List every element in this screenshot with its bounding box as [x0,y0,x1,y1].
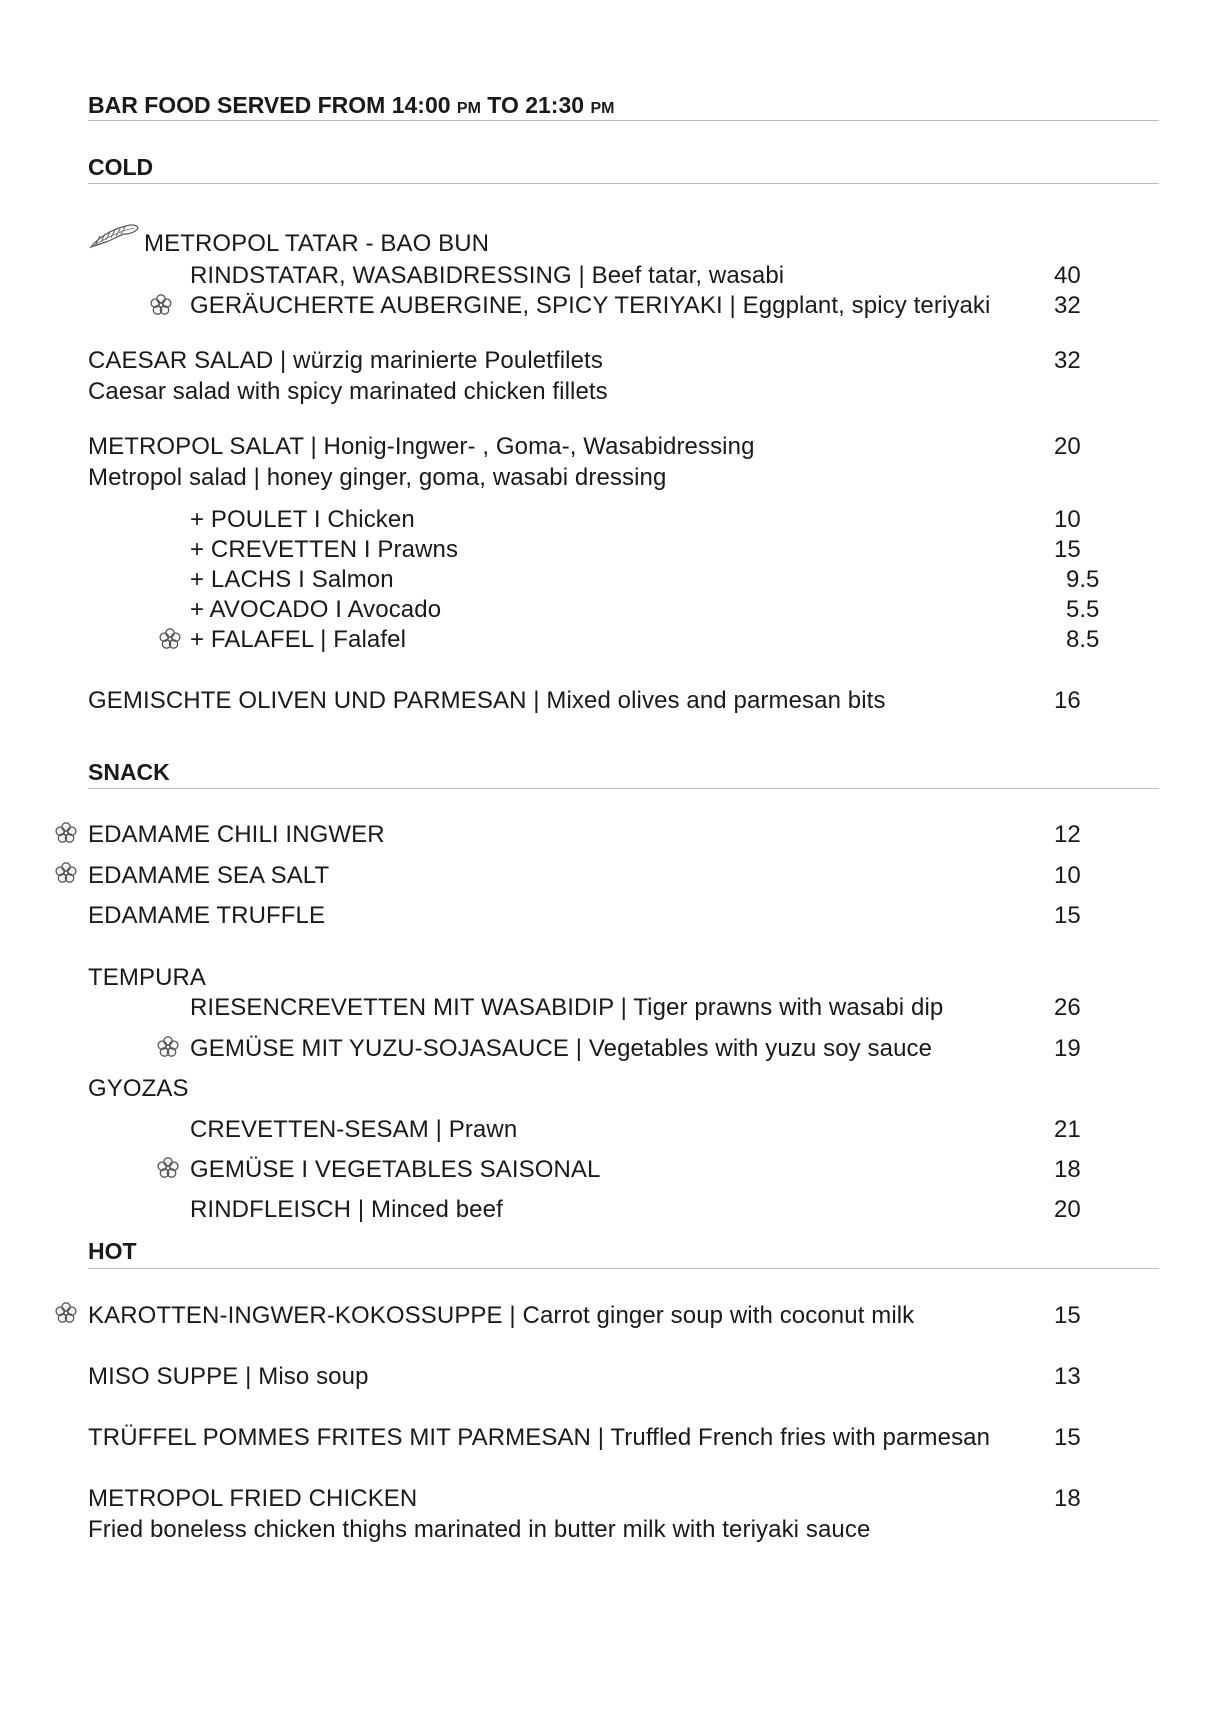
caesar-line-2: Caesar salad with spicy marinated chicken fillets [88,378,608,405]
hot-item-text: TRÜFFEL POMMES FRITES MIT PARMESAN | Truffled French fries with parmesan [88,1424,991,1451]
salat-line-2: Metropol salad | honey ginger, goma, wasabi dressing [88,464,667,491]
gyozas-title: GYOZAS [88,1075,189,1102]
flower-icon [156,1035,180,1059]
tatar-option-text: GERÄUCHERTE AUBERGINE, SPICY TERIYAKI | Eggplant, spicy teriyaki [190,292,991,319]
gyozas-item-price: 18 [1054,1156,1081,1183]
divider [88,1268,1159,1269]
leaf-sketch-icon [88,218,140,250]
edamame-price: 10 [1054,862,1081,889]
gyozas-item-price: 21 [1054,1116,1081,1143]
section-title-snack: SNACK [88,759,170,785]
divider [88,788,1159,789]
addon-text: + POULET I Chicken [190,506,415,533]
edamame-text: EDAMAME CHILI INGWER [88,821,385,848]
tatar-option-price: 32 [1054,292,1081,319]
service-hours-text-1: BAR FOOD SERVED FROM 14:00 [88,92,457,118]
addon-text: + LACHS I Salmon [190,566,394,593]
chicken-price: 18 [1054,1485,1081,1512]
gyozas-item-text: GEMÜSE I VEGETABLES SAISONAL [190,1156,601,1183]
hot-item-text: MISO SUPPE | Miso soup [88,1363,369,1390]
flower-icon [158,627,182,651]
tempura-item-text: GEMÜSE MIT YUZU-SOJASAUCE | Vegetables with yuzu soy sauce [190,1035,933,1062]
flower-icon [54,861,78,885]
gyozas-item-text: RINDFLEISCH | Minced beef [190,1196,503,1223]
caesar-price: 32 [1054,347,1081,374]
pm-label: PM [590,100,615,117]
tatar-option-text: RINDSTATAR, WASABIDRESSING | Beef tatar, wasabi [190,262,785,289]
chicken-line-1: METROPOL FRIED CHICKEN [88,1485,418,1512]
hot-item-text: KAROTTEN-INGWER-KOKOSSUPPE | Carrot ginger soup with coconut milk [88,1302,915,1329]
caesar-line-1: CAESAR SALAD | würzig marinierte Pouletfilets [88,347,603,374]
addon-price: 15 [1054,536,1081,563]
service-hours-text-2: TO 21:30 [480,92,591,118]
salat-line-1: METROPOL SALAT | Honig-Ingwer- , Goma-, Wasabidressing [88,433,755,460]
flower-icon [149,293,173,317]
edamame-price: 12 [1054,821,1081,848]
salat-price: 20 [1054,433,1081,460]
edamame-text: EDAMAME TRUFFLE [88,902,326,929]
divider [88,120,1159,121]
section-title-cold: COLD [88,154,154,180]
addon-text: + AVOCADO I Avocado [190,596,442,623]
pm-label: PM [456,100,481,117]
service-hours-heading [88,92,614,119]
edamame-text: EDAMAME SEA SALT [88,862,330,889]
oliven-text: GEMISCHTE OLIVEN UND PARMESAN | Mixed olives and parmesan bits [88,687,886,714]
gyozas-item-text: CREVETTEN-SESAM | Prawn [190,1116,518,1143]
flower-icon [156,1156,180,1180]
chicken-line-2: Fried boneless chicken thighs marinated in butter milk with teriyaki sauce [88,1516,871,1543]
tatar-name: METROPOL TATAR - BAO BUN [144,230,490,257]
flower-icon [54,821,78,845]
gyozas-item-price: 20 [1054,1196,1081,1223]
flower-icon [54,1301,78,1325]
addon-price: 5.5 [1066,596,1100,623]
tempura-title: TEMPURA [88,964,207,991]
addon-text: + FALAFEL | Falafel [190,626,407,653]
addon-text: + CREVETTEN I Prawns [190,536,459,563]
hot-item-price: 15 [1054,1424,1081,1451]
edamame-price: 15 [1054,902,1081,929]
tatar-option-price: 40 [1054,262,1081,289]
hot-item-price: 15 [1054,1302,1081,1329]
addon-price: 8.5 [1066,626,1100,653]
tempura-item-price: 19 [1054,1035,1081,1062]
tempura-item-text: RIESENCREVETTEN MIT WASABIDIP | Tiger prawns with wasabi dip [190,994,944,1021]
addon-price: 10 [1054,506,1081,533]
tempura-item-price: 26 [1054,994,1081,1021]
addon-price: 9.5 [1066,566,1100,593]
divider [88,183,1159,184]
oliven-price: 16 [1054,687,1081,714]
section-title-hot: HOT [88,1238,137,1264]
hot-item-price: 13 [1054,1363,1081,1390]
